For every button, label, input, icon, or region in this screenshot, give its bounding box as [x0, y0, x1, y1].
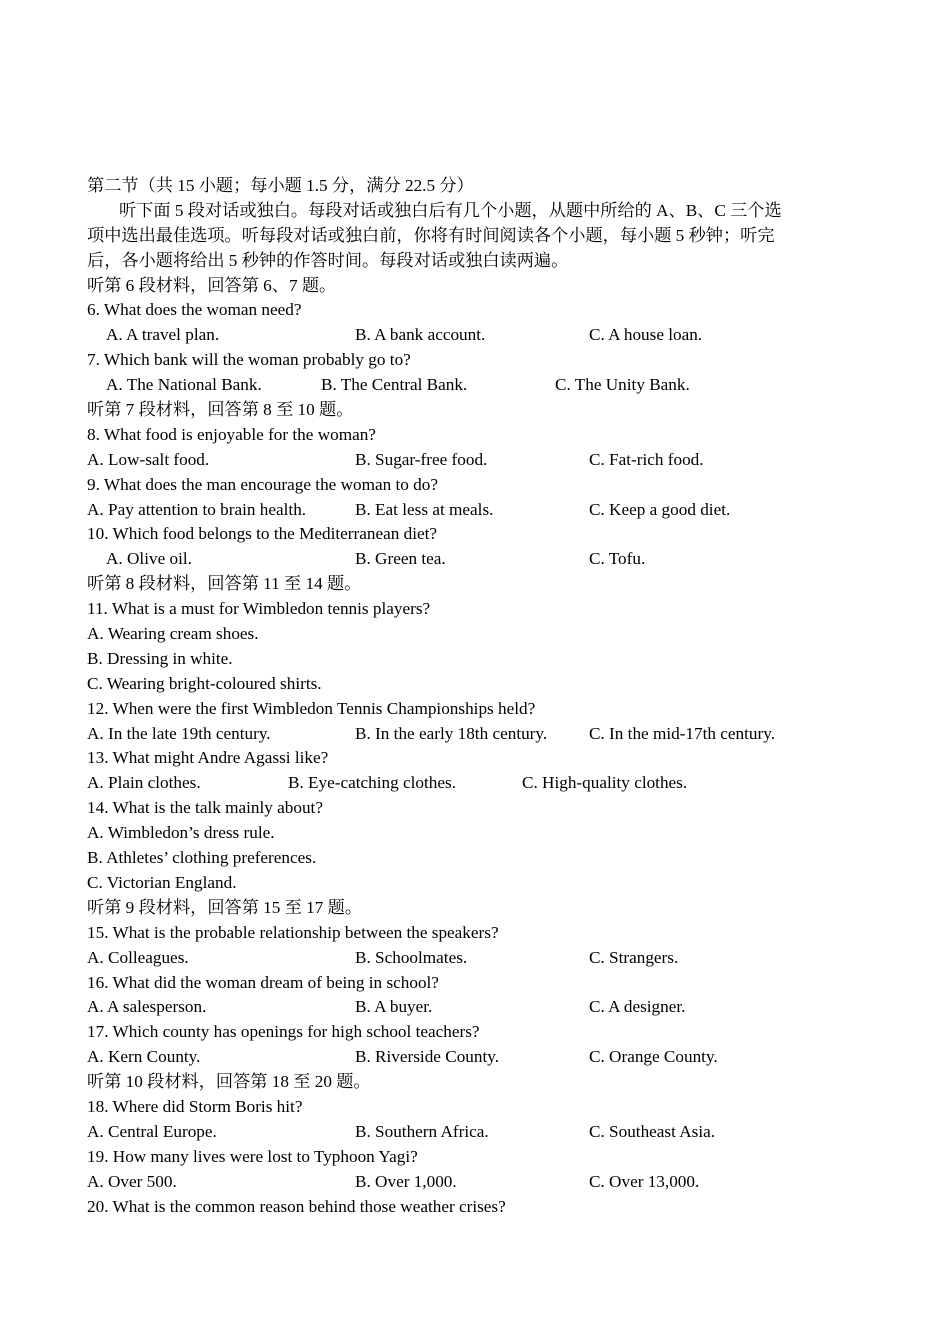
option-c[interactable]: C. The Unity Bank.	[555, 375, 690, 395]
option-b[interactable]: B. The Central Bank.	[321, 375, 468, 395]
option-a[interactable]: A. The National Bank.	[106, 375, 262, 395]
group-header: 听第 7 段材料，回答第 8 至 10 题。	[87, 400, 354, 420]
option-a[interactable]: A. In the late 19th century.	[87, 723, 271, 743]
option-a[interactable]: A. Olive oil.	[106, 549, 192, 569]
question-options	[87, 547, 857, 572]
option-b[interactable]: B. Southern Africa.	[355, 1121, 489, 1141]
question-stem: 7. Which bank will the woman probably go to?	[87, 350, 411, 370]
option-a[interactable]: A. A salesperson.	[87, 997, 207, 1017]
question-options	[87, 995, 857, 1020]
question-stem: 8. What food is enjoyable for the woman?	[87, 424, 376, 444]
option-a[interactable]: A. A travel plan.	[106, 325, 220, 345]
option-b[interactable]: B. Eye-catching clothes.	[288, 773, 456, 793]
group-header: 听第 9 段材料，回答第 15 至 17 题。	[87, 897, 363, 917]
option-a[interactable]: A. Central Europe.	[87, 1121, 217, 1141]
option-c[interactable]: C. High-quality clothes.	[522, 773, 688, 793]
option-c[interactable]: C. A designer.	[589, 997, 686, 1017]
question-options	[87, 498, 857, 523]
instructions-line: 项中选出最佳选项。听每段对话或独白前，你将有时间阅读各个小题，每小题 5 秒钟；听完	[87, 225, 775, 245]
question-options	[87, 448, 857, 473]
question-stem: 14. What is the talk mainly about?	[87, 798, 323, 818]
group-header: 听第 6 段材料，回答第 6、7 题。	[87, 275, 337, 295]
option-b[interactable]: B. Dressing in white.	[87, 648, 233, 668]
option-b[interactable]: B. In the early 18th century.	[355, 723, 548, 743]
option-a[interactable]: A. Plain clothes.	[87, 773, 201, 793]
question-options	[87, 323, 857, 348]
option-b[interactable]: B. Over 1,000.	[355, 1171, 457, 1191]
question-stem: 6. What does the woman need?	[87, 300, 302, 320]
option-a[interactable]: A. Low-salt food.	[87, 449, 210, 469]
option-c[interactable]: C. Tofu.	[589, 549, 646, 569]
question-stem: 19. How many lives were lost to Typhoon Yagi?	[87, 1146, 418, 1166]
option-b[interactable]: B. Riverside County.	[355, 1047, 500, 1067]
instructions-line: 后，各小题将给出 5 秒钟的作答时间。每段对话或独白读两遍。	[87, 250, 569, 270]
question-options	[87, 1045, 857, 1070]
option-b[interactable]: B. Schoolmates.	[355, 947, 468, 967]
option-b[interactable]: B. Eat less at meals.	[355, 499, 494, 519]
option-a[interactable]: A. Over 500.	[87, 1171, 177, 1191]
instructions-line: 听下面 5 段对话或独白。每段对话或独白后有几个小题，从题中所给的 A、B、C 三个选	[119, 200, 782, 220]
option-b[interactable]: B. Sugar-free food.	[355, 449, 488, 469]
option-c[interactable]: C. Orange County.	[589, 1047, 718, 1067]
option-c[interactable]: C. In the mid-17th century.	[589, 723, 775, 743]
question-stem: 13. What might Andre Agassi like?	[87, 748, 329, 768]
option-b[interactable]: B. A bank account.	[355, 325, 486, 345]
option-b[interactable]: B. Athletes’ clothing preferences.	[87, 848, 317, 868]
question-options	[87, 771, 857, 796]
option-c[interactable]: C. Over 13,000.	[589, 1171, 700, 1191]
question-options	[87, 722, 857, 747]
option-c[interactable]: C. Victorian England.	[87, 872, 237, 892]
exam-page	[87, 174, 857, 1219]
section-instructions	[87, 199, 857, 274]
question-stem: 11. What is a must for Wimbledon tennis players?	[87, 599, 431, 619]
question-options	[87, 1170, 857, 1195]
question-options	[87, 946, 857, 971]
question-options	[87, 1120, 857, 1145]
question-stem: 10. Which food belongs to the Mediterranean diet?	[87, 524, 438, 544]
group-header: 听第 10 段材料，回答第 18 至 20 题。	[87, 1072, 371, 1092]
option-b[interactable]: B. Green tea.	[355, 549, 446, 569]
option-a[interactable]: A. Colleagues.	[87, 947, 189, 967]
question-options	[87, 373, 857, 398]
option-c[interactable]: C. Keep a good diet.	[589, 499, 731, 519]
option-a[interactable]: A. Wimbledon’s dress rule.	[87, 823, 275, 843]
question-stem: 15. What is the probable relationship between the speakers?	[87, 922, 499, 942]
option-a[interactable]: A. Kern County.	[87, 1047, 201, 1067]
option-c[interactable]: C. A house loan.	[589, 325, 703, 345]
option-c[interactable]: C. Wearing bright-coloured shirts.	[87, 673, 322, 693]
question-stem: 20. What is the common reason behind those weather crises?	[87, 1196, 506, 1216]
option-a[interactable]: A. Wearing cream shoes.	[87, 624, 259, 644]
question-stem: 17. Which county has openings for high school teachers?	[87, 1022, 480, 1042]
question-stem: 9. What does the man encourage the woman to do?	[87, 474, 438, 494]
option-b[interactable]: B. A buyer.	[355, 997, 433, 1017]
question-stem: 16. What did the woman dream of being in school?	[87, 972, 439, 992]
group-header: 听第 8 段材料，回答第 11 至 14 题。	[87, 574, 362, 594]
option-c[interactable]: C. Southeast Asia.	[589, 1121, 716, 1141]
option-a[interactable]: A. Pay attention to brain health.	[87, 499, 307, 519]
section-heading: 第二节（共 15 小题；每小题 1.5 分，满分 22.5 分）	[87, 176, 474, 195]
option-c[interactable]: C. Strangers.	[589, 947, 679, 967]
option-c[interactable]: C. Fat-rich food.	[589, 449, 704, 469]
question-stem: 12. When were the first Wimbledon Tennis Championships held?	[87, 698, 536, 718]
question-stem: 18. Where did Storm Boris hit?	[87, 1096, 303, 1116]
